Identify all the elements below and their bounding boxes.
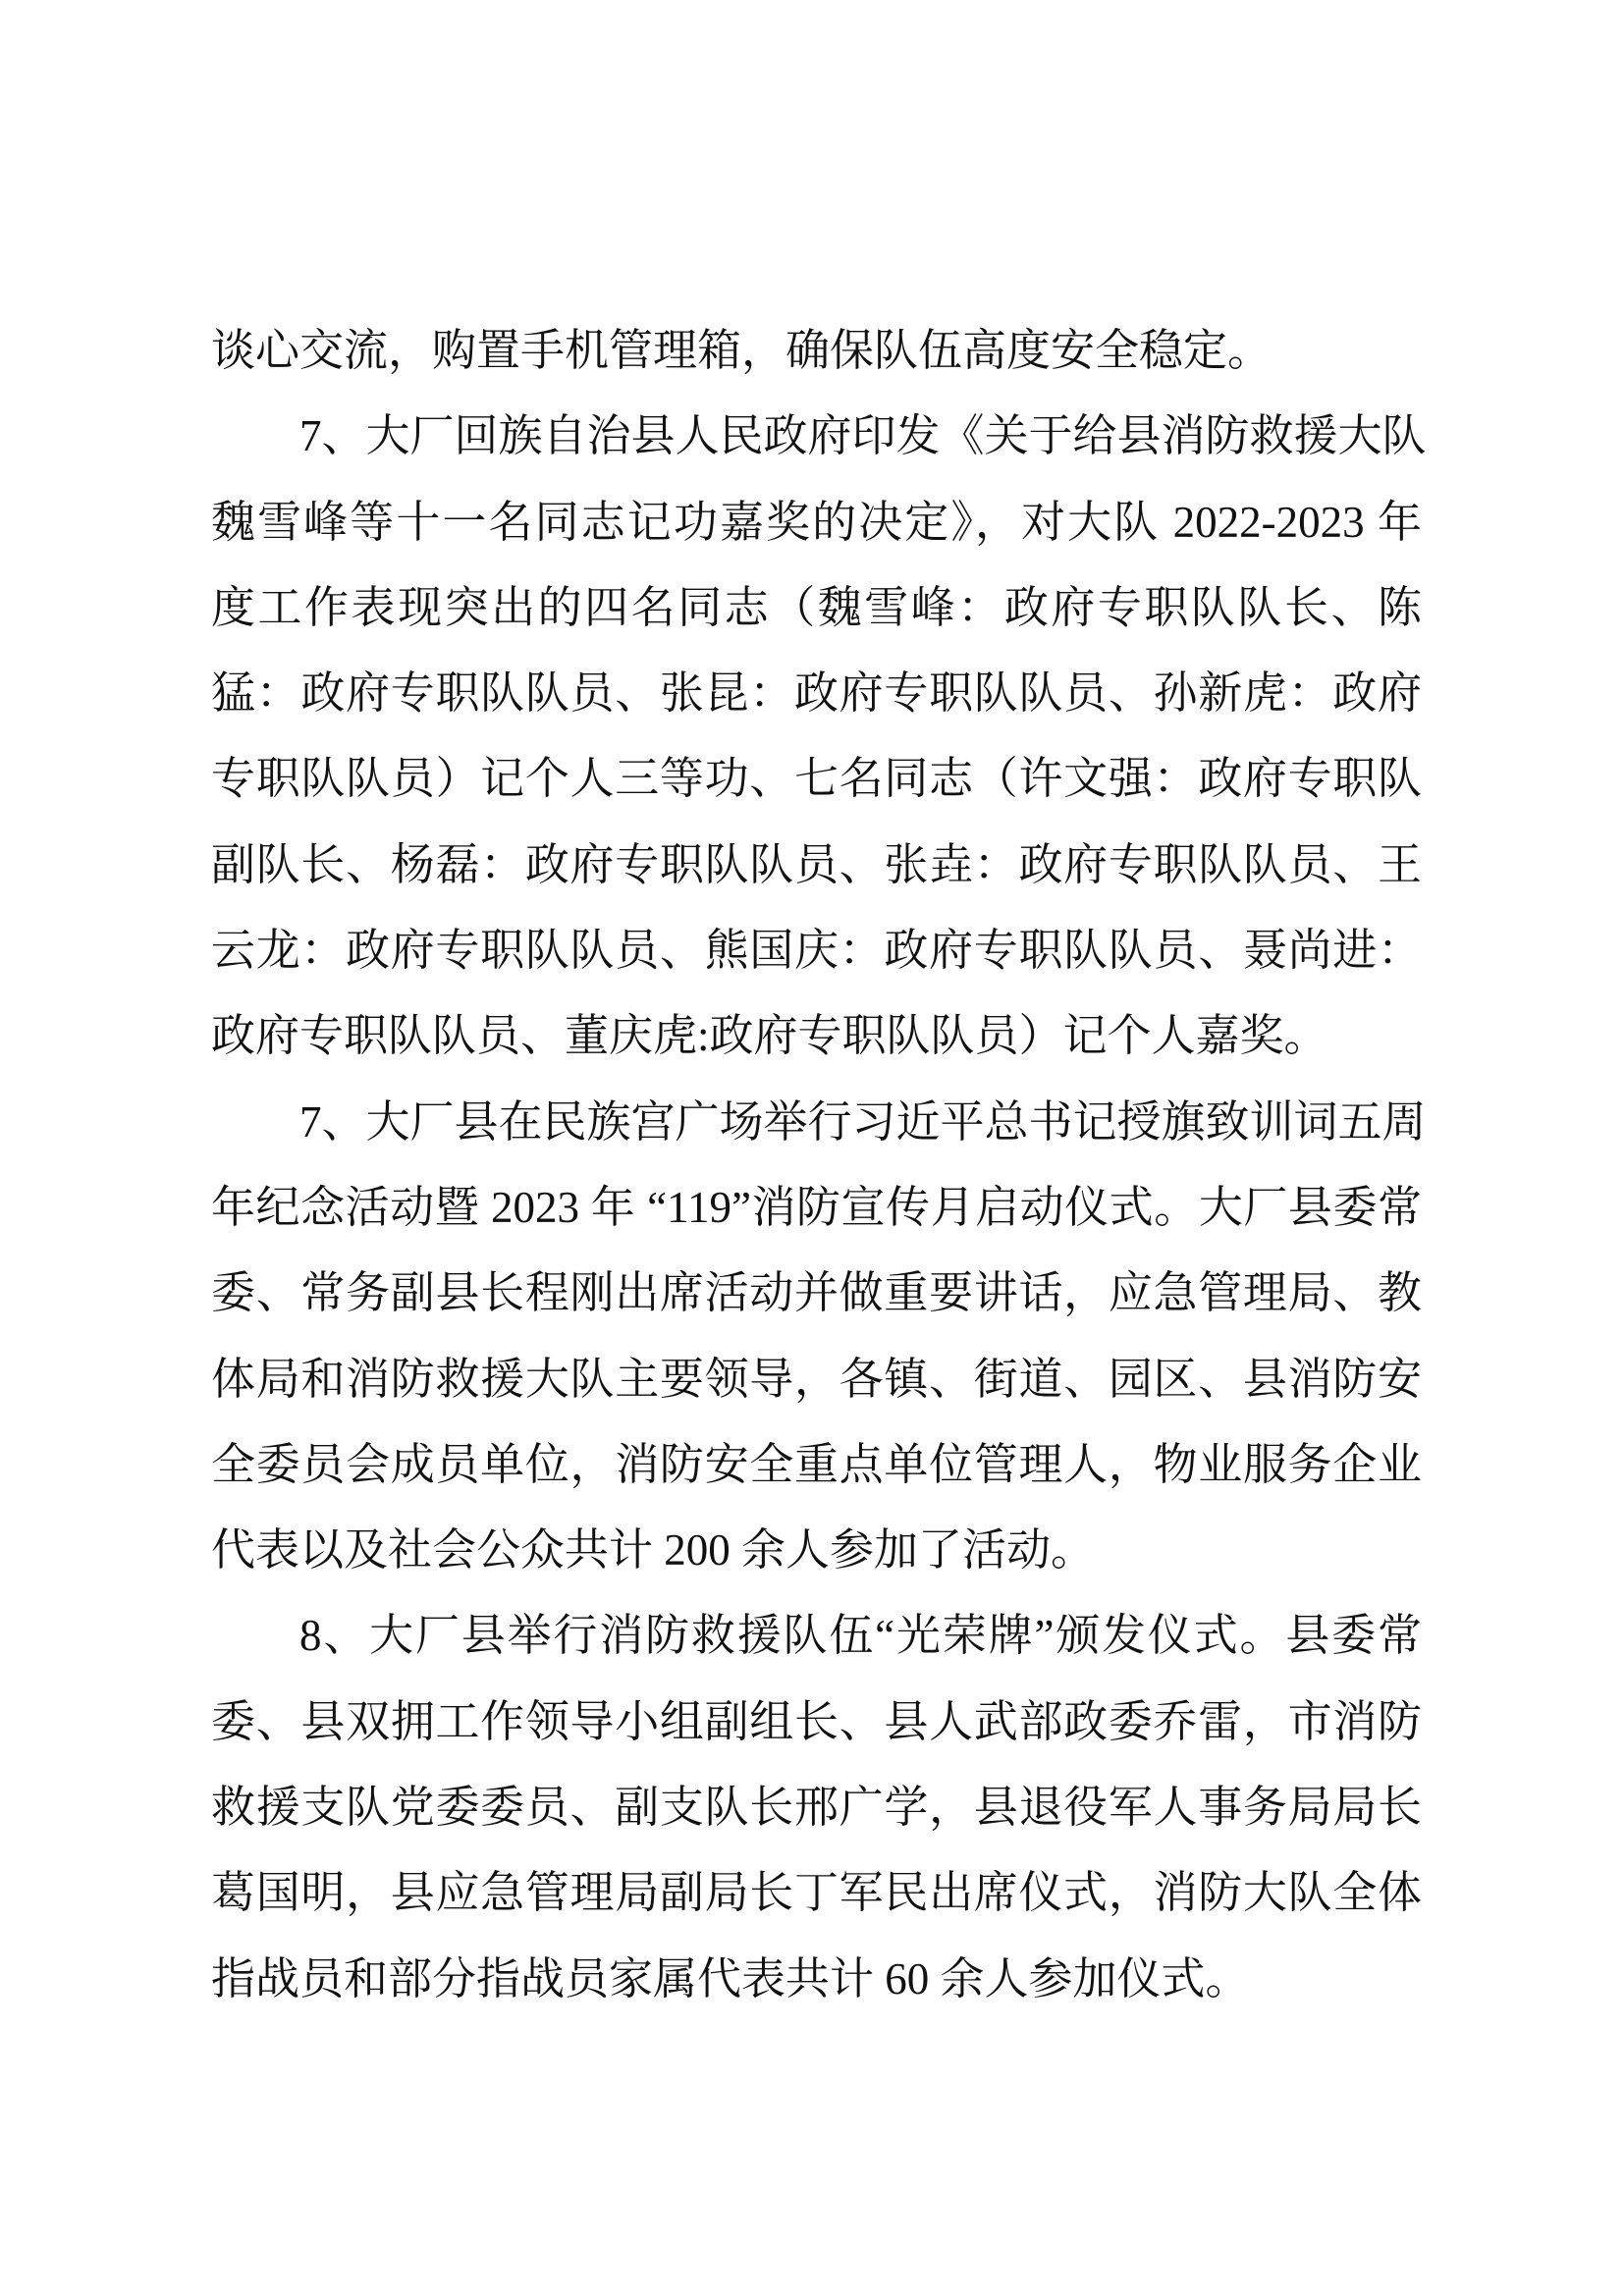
text-line: 代表以及社会公众共计 200 余人参加了活动。 xyxy=(211,1525,1096,1575)
text-line: 度工作表现突出的四名同志（魏雪峰：政府专职队队长、陈 xyxy=(211,582,1422,632)
text-line: 委、常务副县长程刚出席活动并做重要讲话，应急管理局、教 xyxy=(211,1268,1422,1318)
paragraph-item-7-commendation xyxy=(211,394,1427,1079)
paragraph-item-8-honor-plaque xyxy=(211,1593,1422,2021)
text-line: 猛：政府专职队队员、张昆：政府专职队队员、孙新虎：政府 xyxy=(211,668,1422,719)
text-line: 云龙：政府专职队队员、熊国庆：政府专职队队员、聂尚进： xyxy=(211,926,1422,976)
text-line: 体局和消防救援大队主要领导，各镇、街道、园区、县消防安 xyxy=(211,1354,1422,1404)
text-line: 8、大厂县举行消防救援队伍“光荣牌”颁发仪式。县委常 xyxy=(299,1611,1422,1661)
text-line: 救援支队党委委员、副支队长邢广学，县退役军人事务局局长 xyxy=(211,1783,1422,1833)
text-line: 7、大厂回族自治县人民政府印发《关于给县消防救援大队 xyxy=(299,411,1427,461)
text-line: 委、县双拥工作领导小组副组长、县人武部政委乔雷，市消防 xyxy=(211,1696,1422,1746)
paragraph-item-7-fire-month xyxy=(211,1080,1427,1594)
text-line: 专职队队员）记个人三等功、七名同志（许文强：政府专职队 xyxy=(211,754,1422,804)
text-line: 副队长、杨磊：政府专职队队员、张垚：政府专职队队员、王 xyxy=(211,839,1422,889)
document-page xyxy=(211,308,1427,2022)
text-line: 7、大厂县在民族宫广场举行习近平总书记授旗致训词五周 xyxy=(299,1096,1427,1147)
paragraph-continuation xyxy=(211,308,1422,394)
text-line: 全委员会成员单位，消防安全重点单位管理人，物业服务企业 xyxy=(211,1439,1422,1489)
text-line: 指战员和部分指战员家属代表共计 60 余人参加仪式。 xyxy=(211,1953,1250,2003)
text-line: 葛国明，县应急管理局副局长丁军民出席仪式，消防大队全体 xyxy=(211,1868,1422,1918)
text-line: 政府专职队队员、董庆虎:政府专职队队员）记个人嘉奖。 xyxy=(211,1011,1328,1061)
text-line: 年纪念活动暨 2023 年 “119”消防宣传月启动仪式。大厂县委常 xyxy=(211,1182,1422,1232)
text-line: 谈心交流，购置手机管理箱，确保队伍高度安全稳定。 xyxy=(211,326,1272,375)
text-line: 魏雪峰等十一名同志记功嘉奖的决定》，对大队 2022-2023 年 xyxy=(211,497,1422,547)
